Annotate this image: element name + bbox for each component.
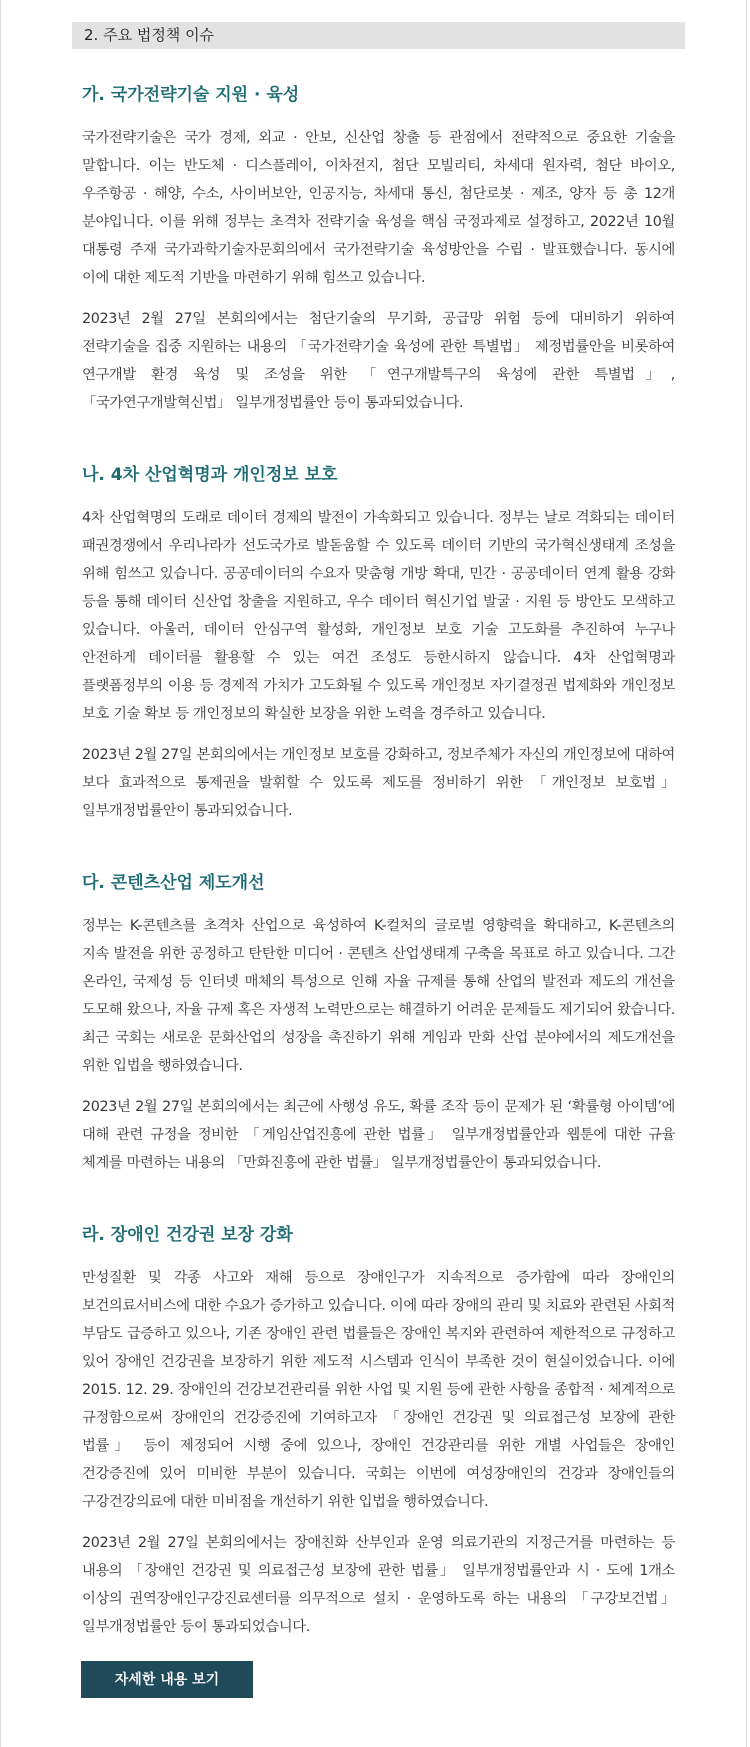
view-details-button[interactable]: 자세한 내용 보기	[81, 1661, 253, 1698]
issue-block-2	[72, 463, 685, 825]
issue-paragraph: 만성질환 및 각종 사고와 재해 등으로 장애인구가 지속적으로 증가함에 따라 장애인의 보건의료서비스에 대한 수요가 증가하고 있습니다. 이에 따라 장애의 관리 및 치료와 관련된 사회적 부담도 급증하고 있으나, 기존 장애인 관련 법률들은 장애인 복지와 관련하여 제한적으로 규정하고 있어 장애인 건강권을 보장하기 위한 제도적 시스템과 인식이 부족한 것이 현실이었습니다. 이에 2015. 12. 29. 장애인의 건강보건관리를 위한 사업 및 지원 등에 관한 사항을 종합적 · 체계적으로 규정함으로써 장애인의 건강증진에 기여하고자 「장애인 건강권 및 의료접근성 보장에 관한 법률」 등이 제정되어 시행 중에 있으나, 장애인 건강관리를 위한 개별 사업들은 장애인 건강증진에 있어 미비한 부분이 있습니다. 국회는 이번에 여성장애인의 건강과 장애인들의 구강건강의료에 대한 미비점을 개선하기 위한 입법을 행하였습니다.	[82, 1270, 675, 1510]
issue-paragraph: 2023년 2월 27일 본회의에서는 첨단기술의 무기화, 공급망 위험 등에 대비하기 위하여 전략기술을 집중 지원하는 내용의 「국가전략기술 육성에 관한 특별법」 제정법률안을 비롯하여 연구개발 환경 육성 및 조성을 위한 「연구개발특구의 육성에 관한 특별법」, 「국가연구개발혁신법」 일부개정법률안 등이 통과되었습니다.	[82, 311, 675, 411]
issue-paragraph: 2023년 2월 27일 본회의에서는 개인정보 보호를 강화하고, 정보주체가 자신의 개인정보에 대하여 보다 효과적으로 통제권을 발휘할 수 있도록 제도를 정비하기 위한 「개인정보 보호법」 일부개정법률안이 통과되었습니다.	[82, 747, 675, 819]
issue-paragraph: 2023년 2월 27일 본회의에서는 최근에 사행성 유도, 확률 조작 등이 문제가 된 ‘확률형 아이템’에 대해 관련 규정을 정비한 「게임산업진흥에 관한 법률」 일부개정법률안과 웹툰에 대한 규율 체계를 마련하는 내용의 「만화진흥에 관한 법률」 일부개정법률안이 통과되었습니다.	[82, 1099, 675, 1171]
issue-block-3	[72, 871, 685, 1177]
issue-paragraph: 국가전략기술은 국가 경제, 외교 · 안보, 신산업 창출 등 관점에서 전략적으로 중요한 기술을 말합니다. 이는 반도체 · 디스플레이, 이차전지, 첨단 모빌리티, 차세대 원자력, 첨단 바이오, 우주항공 · 해양, 수소, 사이버보안, 인공지능, 차세대 통신, 첨단로봇 · 제조, 양자 등 총 12개 분야입니다. 이를 위해 정부는 초격차 전략기술 육성을 핵심 국정과제로 설정하고, 2022년 10월 대통령 주재 국가과학기술자문회의에서 국가전략기술 육성방안을 수립 · 발표했습니다. 동시에 이에 대한 제도적 기반을 마련하기 위해 힘쓰고 있습니다.	[82, 130, 675, 286]
page-right-border	[746, 0, 747, 1747]
issue-heading: 가. 국가전략기술 지원 · 육성	[82, 85, 300, 105]
issue-heading: 다. 콘텐츠산업 제도개선	[82, 873, 265, 893]
section-title: 2. 주요 법정책 이슈	[72, 22, 685, 49]
issue-heading: 라. 장애인 건강권 보장 강화	[82, 1225, 293, 1245]
issue-heading: 나. 4차 산업혁명과 개인정보 보호	[82, 465, 338, 485]
content-area	[72, 22, 685, 1698]
issue-paragraph: 2023년 2월 27일 본회의에서는 장애친화 산부인과 운영 의료기관의 지정근거를 마련하는 등 내용의 「장애인 건강권 및 의료접근성 보장에 관한 법률」 일부개정법률안과 시 · 도에 1개소 이상의 권역장애인구강진료센터를 의무적으로 설치 · 운영하도록 하는 내용의 「구강보건법」 일부개정법률안 등이 통과되었습니다.	[82, 1535, 675, 1635]
issue-block-4	[72, 1223, 685, 1641]
issue-paragraph: 4차 산업혁명의 도래로 데이터 경제의 발전이 가속화되고 있습니다. 정부는 날로 격화되는 데이터 패권경쟁에서 우리나라가 선도국가로 발돋움할 수 있도록 데이터 기반의 국가혁신생태계 조성을 위해 힘쓰고 있습니다. 공공데이터의 수요자 맞춤형 개방 확대, 민간 · 공공데이터 연계 활용 강화 등을 통해 데이터 신산업 창출을 지원하고, 우수 데이터 혁신기업 발굴 · 지원 등 방안도 모색하고 있습니다. 아울러, 데이터 안심구역 활성화, 개인정보 보호 기술 고도화를 추진하여 누구나 안전하게 데이터를 활용할 수 있는 여건 조성도 등한시하지 않습니다. 4차 산업혁명과 플랫폼정부의 이용 등 경제적 가치가 고도화될 수 있도록 개인정보 자기결정권 법제화와 개인정보 보호 기술 확보 등 개인정보의 확실한 보장을 위한 노력을 경주하고 있습니다.	[82, 510, 675, 722]
issue-paragraph: 정부는 K-콘텐츠를 초격차 산업으로 육성하여 K-컬처의 글로벌 영향력을 확대하고, K-콘텐츠의 지속 발전을 위한 공정하고 탄탄한 미디어 · 콘텐츠 산업생태계 구축을 목표로 하고 있습니다. 그간 온라인, 국제성 등 인터넷 매체의 특성으로 인해 자율 규제를 통해 산업의 발전과 제도의 개선을 도모해 왔으나, 자율 규제 혹은 자생적 노력만으로는 해결하기 어려운 문제들도 제기되어 왔습니다. 최근 국회는 새로운 문화산업의 성장을 촉진하기 위해 게임과 만화 산업 분야에서의 제도개선을 위한 입법을 행하였습니다.	[82, 918, 675, 1074]
issue-block-1	[72, 83, 685, 417]
page-left-border	[0, 0, 1, 1747]
